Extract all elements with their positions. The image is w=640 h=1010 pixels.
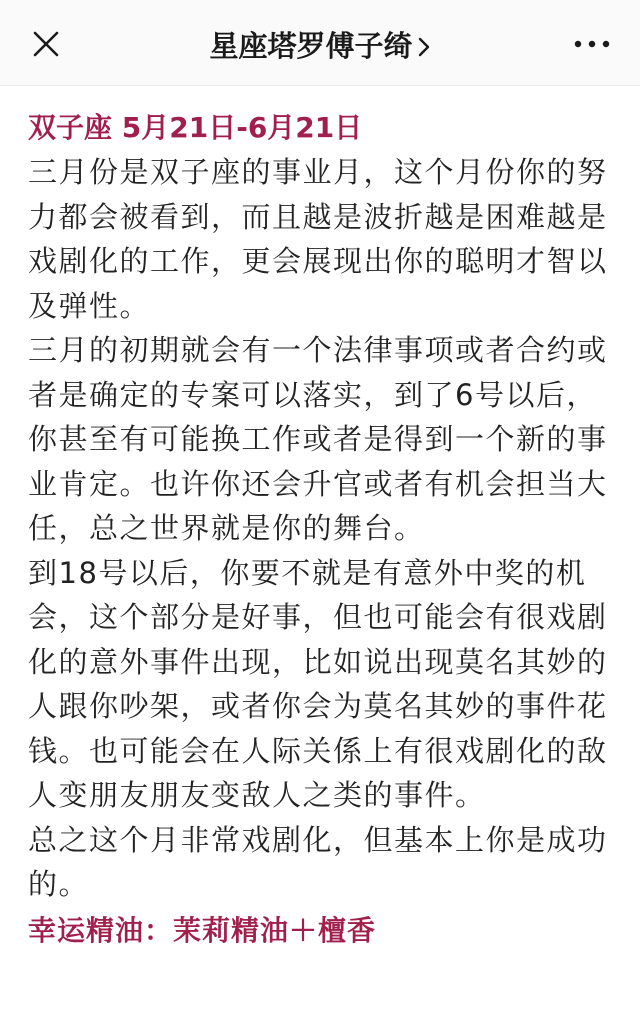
zodiac-heading: 双子座 5月21日-6月21日: [28, 111, 363, 144]
account-title-link[interactable]: [0, 26, 640, 68]
page-title: 星座塔罗傅子绮: [209, 29, 413, 63]
chevron-right-icon: [417, 28, 431, 68]
more-horizontal-icon: [572, 36, 612, 52]
article-paragraph: 到18号以后，你要不就是有意外中奖的机会，这个部分是好事，但也可能会有很戏剧化的意外事件出现，比如说出现莫名其妙的人跟你吵架，或者你会为莫名其妙的事件花钱。也可能会在人际关係上有很戏剧化的敌人变朋友朋友变敌人之类的事件。: [28, 555, 608, 812]
article-paragraph: 三月的初期就会有一个法律事项或者合约或者是确定的专案可以落实，到了6号以后，你甚至有可能换工作或者是得到一个新的事业肯定。也许你还会升官或者有机会担当大任，总之世界就是你的舞台。: [28, 333, 608, 545]
lucky-oil-line: 幸运精油：茉莉精油＋檀香: [28, 913, 377, 947]
top-navigation-bar: [0, 0, 640, 86]
article-paragraph: 三月份是双子座的事业月，这个月份你的努力都会被看到，而且越是波折越是困难越是戏剧化的工作，更会展现出你的聪明才智以及弹性。: [28, 155, 608, 323]
more-options-button[interactable]: [572, 36, 612, 52]
article-body: [0, 86, 640, 955]
article-paragraph: 总之这个月非常戏剧化，但基本上你是成功的。: [28, 822, 608, 901]
